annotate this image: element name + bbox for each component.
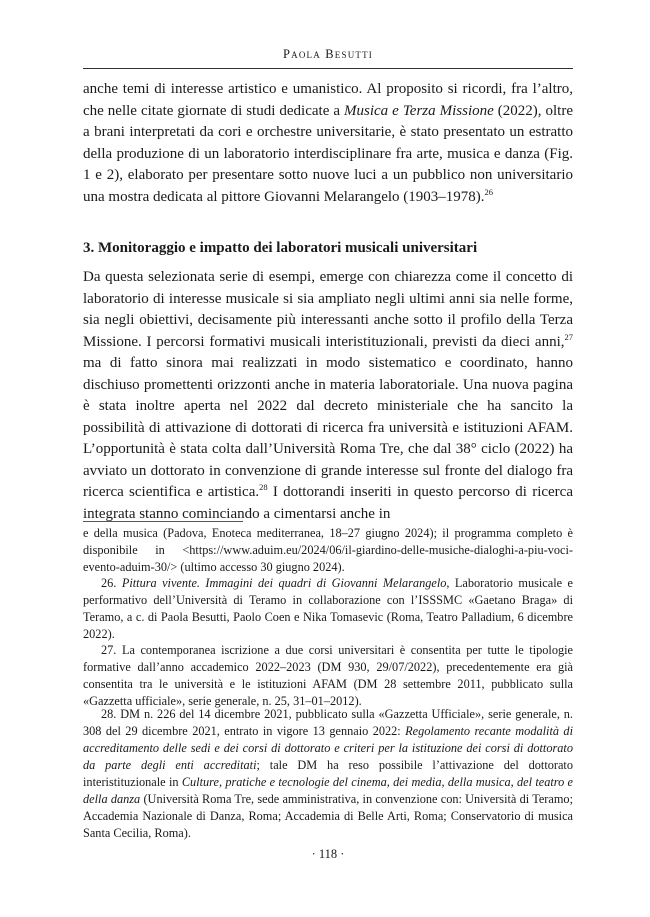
header-rule [83,68,573,69]
p1-text-1: anche temi di interesse artistico e umanistico. Al proposito si ricordi, fra l’altro, che nelle citate giornate di studi dedicate a [83,81,573,119]
footnote-28-italic-1: Regolamento recante modalità di accreditamento delle sedi e dei corsi di dottorato e criteri per la istituzione dei corsi di dottorato da parte degli enti accreditati [83,724,574,772]
footnote-27-number: 27. [101,643,117,657]
p1-italic-title: Musica e Terza Missione [344,102,494,119]
footnote-ref-27[interactable]: 27 [564,331,573,342]
p1-text-2: (2022), oltre a brani interpretati da cori e orchestre universitarie, è stato presentato un estratto della produzione di un laboratorio interdisciplinare fra arte, musica e danza (Fig. 1 e 2), elaborato per presentare sotto nuove luci a un pubblico non universitario una mostra dedicata al pittore Giovanni Melarangelo (1903–1978). [83,102,573,205]
running-head: Paola Besutti [282,47,373,61]
footnote-27 [83,642,573,710]
section-heading: 3. Monitoraggio e impatto dei laboratori musicali universitari [83,240,478,256]
footnote-ref-26[interactable]: 26 [484,186,494,197]
footnote-separator [83,521,243,522]
p2-text-3: I dottorandi inseriti in questo percorso di ricerca integrata stanno cominciando a cimentarsi anche in [83,484,573,522]
footnote-28-number: 28. [101,707,117,721]
body-paragraph-2 [83,267,573,525]
footnote-28-text-3: (Università Roma Tre, sede amministrativa, in convenzione con: Università di Teramo; Accademia Nazionale di Danza, Roma; Accademia di Belle Arti, Roma; Conservatorio di musica Santa Cecilia, Roma). [83,792,573,840]
footnote-28-text-2: ; tale DM ha reso possibile l’attivazione del dottorato interistituzionale in [83,758,573,789]
p2-text-2: ma di fatto sinora mai realizzati in modo sistematico e coordinato, hanno dischiuso promettenti orizzonti anche in materia laboratoriale. Una nuova pagina è stata inoltre aperta nel 2022 dal decreto ministeriale che ha sancito la possibilità di attivazione di dottorati di ricerca fra università e istituzioni AFAM. L’opportunità è stata colta dall’Università Roma Tre, che dal 38° ciclo (2022) ha avviato un dottorato in convenzione di grande interesse sul fronte del dialogo fra ricerca scientifica e artistica. [83,355,573,500]
footnote-28 [83,706,573,842]
body-paragraph-1 [83,79,573,208]
footnote-27-text: La contemporanea iscrizione a due corsi universitari è consentita per tutte le tipologie formative dall’anno accademico 2022–2023 (DM 930, 29/07/2022), precedentemente era già consentita tra le università e le istituzioni AFAM (DM 28 settembre 2011, pubblicato sulla «Gazzetta ufficiale», serie generale, n. 25, 31–01–2012). [83,643,573,708]
footnote-28-italic-2: Culture, pratiche e tecnologie del cinema, dei media, della musica, del teatro e della danza [83,775,574,806]
footnote-26 [83,575,573,643]
p2-text-1: Da questa selezionata serie di esempi, emerge con chiarezza come il concetto di laboratorio di interesse musicale si sia ampliato negli ultimi anni sia nelle forme, sia negli obiettivi, decisamente più interessanti anche sotto il profilo della Terza Missione. I percorsi formativi musicali interistituzionali, previsti da dieci anni, [83,269,573,350]
footnote-continued: e della musica (Padova, Enoteca mediterranea, 18–27 giugno 2024); il programma completo è disponibile in <https://www.aduim.eu/2024/06/il-giardino-delle-musiche-dialoghi-a-piu-voci-evento-aduim-30/> (ultimo accesso 30 giugno 2024). [83,526,573,574]
footnote-28-text-1: DM n. 226 del 14 dicembre 2021, pubblicato sulla «Gazzetta Ufficiale», serie generale, n. 308 del 29 dicembre 2021, entrato in vigore 13 gennaio 2022: [83,707,574,738]
page-number: · 118 · [311,847,345,861]
footnote-ref-28[interactable]: 28 [259,482,268,492]
footnote-26-text: , Laboratorio musicale e performativo dell’Università di Teramo in collaborazione con l’ISSSMC «Gaetano Braga» di Teramo, a c. di Paola Besutti, Paolo Coen e Nika Tomasevic (Roma, Teatro Palladium, 6 dicembre 2022). [83,576,573,641]
footnote-26-number: 26. [101,576,117,590]
footnote-26-title: Pittura vivente. Immagini dei quadri di Giovanni Melarangelo [121,576,447,590]
